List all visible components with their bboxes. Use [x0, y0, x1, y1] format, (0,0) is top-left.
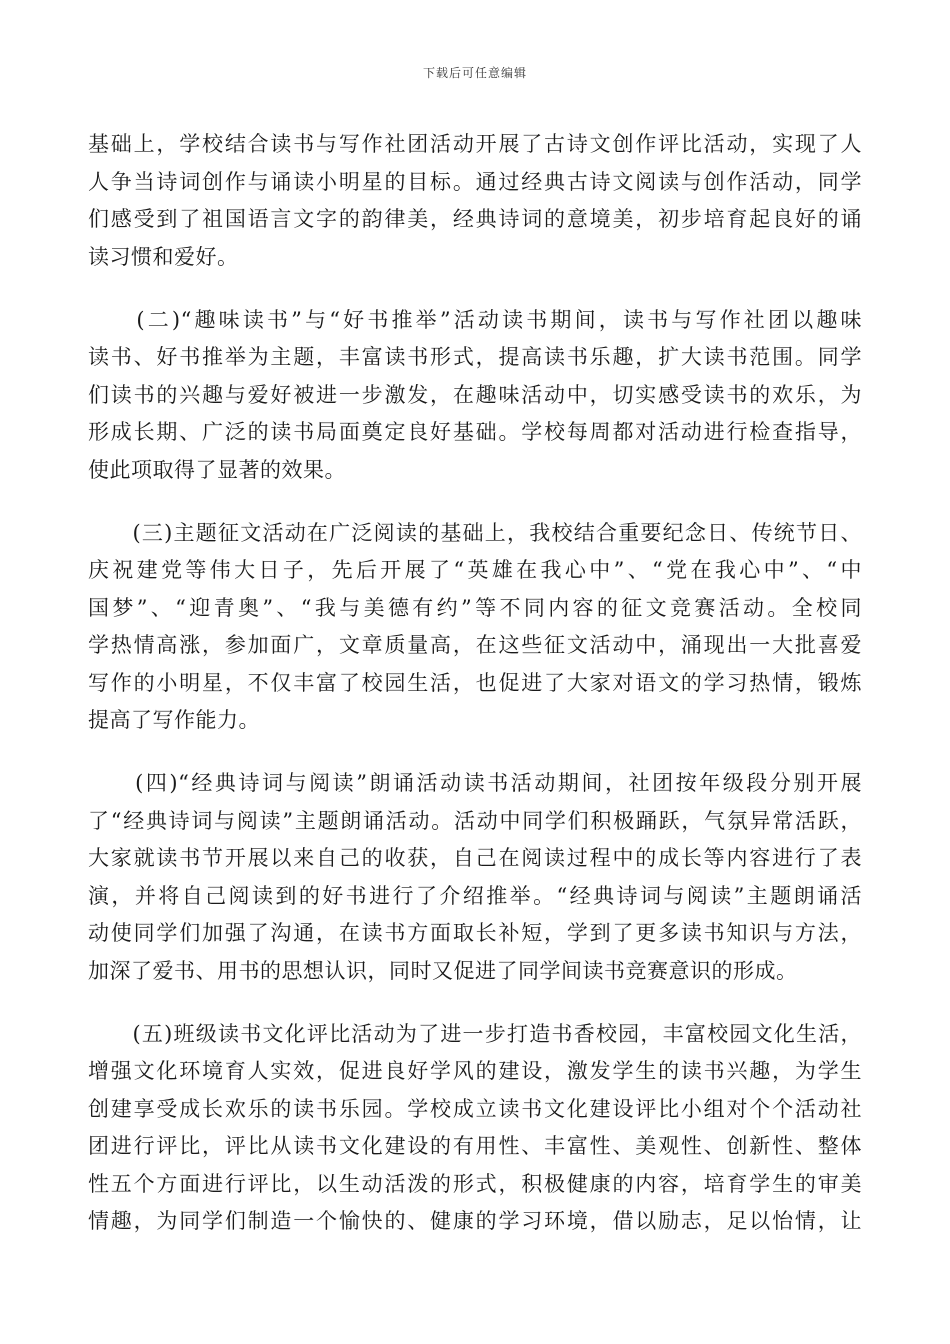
text-line: (二)“趣味读书”与“好书推举”活动读书期间，读书与写作社团以趣味 — [88, 307, 862, 332]
text-line: 使此项取得了显著的效果。 — [88, 457, 346, 482]
text-line: 庆祝建党等伟大日子，先后开展了“英雄在我心中”、“党在我心中”、“中 — [88, 558, 862, 582]
text-line: 团进行评比，评比从读书文化建设的有用性、丰富性、美观性、创新性、整体 — [88, 1134, 862, 1158]
text-line: 们感受到了祖国语言文字的韵律美，经典诗词的意境美，初步培育起良好的诵 — [88, 207, 862, 231]
text-line: (五)班级读书文化评比活动为了进一步打造书香校园，丰富校园文化生活， — [88, 1021, 862, 1046]
text-line: 读习惯和爱好。 — [88, 244, 239, 269]
text-line: 人争当诗词创作与诵读小明星的目标。通过经典古诗文阅读与创作活动，同学 — [88, 169, 862, 194]
text-line: 创建享受成长欢乐的读书乐园。学校成立读书文化建设评比小组对个个活动社 — [88, 1096, 862, 1121]
text-line: 写作的小明星，不仅丰富了校园生活，也促进了大家对语文的学习热情，锻炼 — [88, 670, 862, 695]
text-line: 增强文化环境育人实效，促进良好学风的建设，激发学生的读书兴趣，为学生 — [88, 1059, 862, 1083]
text-line: 提高了写作能力。 — [88, 708, 260, 732]
text-line: 大家就读书节开展以来自己的收获，自己在阅读过程中的成长等内容进行了表 — [88, 846, 862, 870]
text-line: 动使同学们加强了沟通，在读书方面取长补短，学到了更多读书知识与方法， — [88, 921, 862, 945]
text-line: (四)“经典诗词与阅读”朗诵活动读书活动期间，社团按年级段分别开展 — [88, 771, 862, 795]
paragraph-3 — [88, 515, 862, 740]
text-line: 性五个方面进行评比，以生动活泼的形式，积极健康的内容，培育学生的审美 — [88, 1171, 862, 1196]
paragraph-1 — [88, 126, 862, 276]
text-line: 了“经典诗词与阅读”主题朗诵活动。活动中同学们积极踊跃，气氛异常活跃， — [88, 808, 862, 833]
paragraph-5 — [88, 1016, 862, 1241]
page-header: 下载后可任意编辑 — [422, 66, 527, 80]
text-line: 国梦”、“迎青奥”、“我与美德有约”等不同内容的征文竞赛活动。全校同 — [88, 595, 862, 620]
text-line: 演，并将自己阅读到的好书进行了介绍推举。“经典诗词与阅读”主题朗诵活 — [88, 883, 862, 908]
text-line: 加深了爱书、用书的思想认识，同时又促进了同学间读书竞赛意识的形成。 — [88, 958, 798, 983]
document-body — [88, 126, 862, 1266]
text-line: 们读书的兴趣与爱好被进一步激发，在趣味活动中，切实感受读书的欢乐，为 — [88, 382, 862, 407]
text-line: (三)主题征文活动在广泛阅读的基础上，我校结合重要纪念日、传统节日、 — [88, 520, 862, 545]
text-line: 形成长期、广泛的读书局面奠定良好基础。学校每周都对活动进行检查指导， — [88, 420, 862, 444]
paragraph-4 — [88, 765, 862, 990]
text-line: 基础上，学校结合读书与写作社团活动开展了古诗文创作评比活动，实现了人 — [88, 132, 862, 156]
text-line: 读书、好书推举为主题，丰富读书形式，提高读书乐趣，扩大读书范围。同学 — [88, 345, 862, 369]
text-line: 情趣，为同学们制造一个愉快的、健康的学习环境，借以励志，足以怡情，让 — [88, 1209, 862, 1233]
paragraph-2 — [88, 302, 862, 490]
text-line: 学热情高涨，参加面广，文章质量高，在这些征文活动中，涌现出一大批喜爱 — [88, 633, 862, 657]
